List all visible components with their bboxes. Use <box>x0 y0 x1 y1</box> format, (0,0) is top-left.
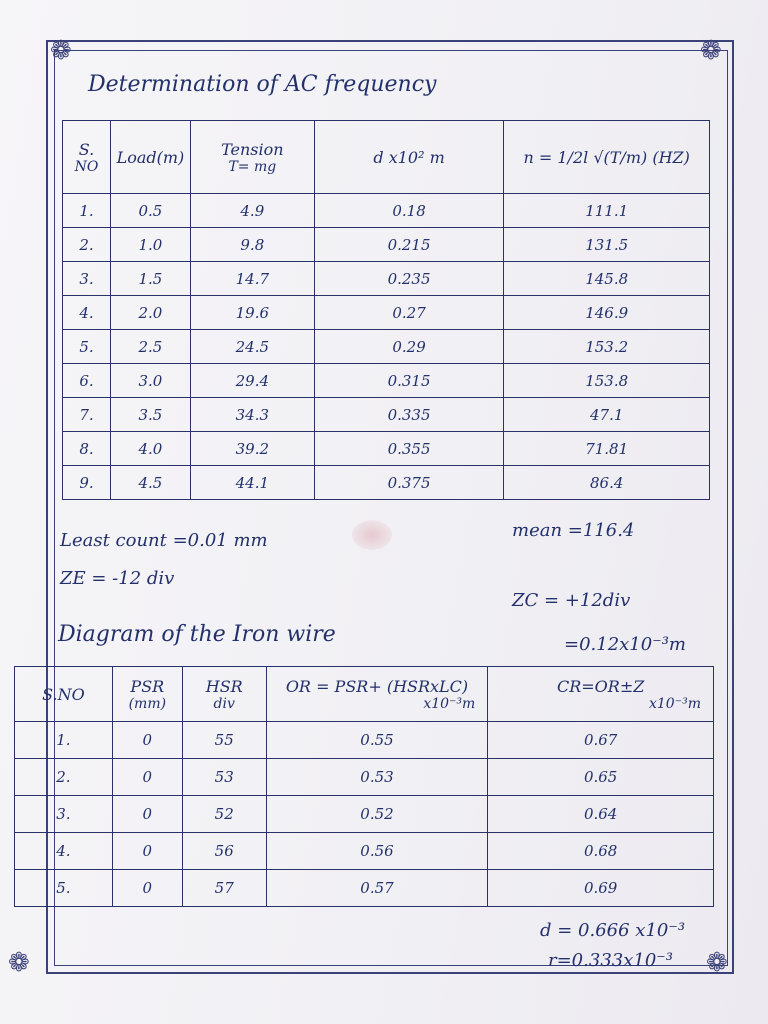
table-row: 9. 4.5 44.1 0.375 86.4 <box>63 466 710 500</box>
least-count-note: Least count =0.01 mm <box>60 530 268 551</box>
header-sno: S. NO <box>63 121 111 194</box>
section-title: Diagram of the Iron wire <box>58 622 336 647</box>
table-row: 2. 1.0 9.8 0.215 131.5 <box>63 228 710 262</box>
header-frequency: n = 1/2l √(T/m) (HZ) <box>504 121 710 194</box>
header-psr: PSR (mm) <box>112 667 182 722</box>
corner-ornament-icon: ❁ <box>706 948 728 978</box>
table-row: 1. 0 55 0.55 0.67 <box>15 722 714 759</box>
zero-error-note: ZE = -12 div <box>60 568 175 589</box>
frequency-table <box>62 120 710 500</box>
table-row: 4. 2.0 19.6 0.27 146.9 <box>63 296 710 330</box>
corner-ornament-icon: ❁ <box>8 948 30 978</box>
table-row: 3. 0 52 0.52 0.64 <box>15 796 714 833</box>
header-or: OR = PSR+ (HSRxLC) x10⁻³m <box>266 667 488 722</box>
zero-correction-value: =0.12x10⁻³m <box>564 634 687 655</box>
header-diameter: d x10² m <box>314 121 504 194</box>
table-row: 8. 4.0 39.2 0.355 71.81 <box>63 432 710 466</box>
table-header-row <box>63 121 710 194</box>
corner-ornament-icon: ❁ <box>700 36 722 66</box>
table-row: 4. 0 56 0.56 0.68 <box>15 833 714 870</box>
page-title: Determination of AC frequency <box>88 72 437 97</box>
header-sno: S.NO <box>15 667 113 722</box>
radius-result: r=0.333x10⁻³ <box>548 950 673 971</box>
table-row: 5. 0 57 0.57 0.69 <box>15 870 714 907</box>
table-row: 1. 0.5 4.9 0.18 111.1 <box>63 194 710 228</box>
zero-correction-note: ZC = +12div <box>512 590 631 611</box>
mean-note: mean =116.4 <box>512 520 635 541</box>
header-tension: Tension T= mg <box>190 121 314 194</box>
ink-smudge <box>352 520 392 550</box>
table-row: 5. 2.5 24.5 0.29 153.2 <box>63 330 710 364</box>
header-hsr: HSR div <box>182 667 266 722</box>
table-header-row <box>15 667 714 722</box>
header-load: Load(m) <box>110 121 190 194</box>
header-cr: CR=OR±Z x10⁻³m <box>488 667 714 722</box>
table-row: 2. 0 53 0.53 0.65 <box>15 759 714 796</box>
iron-wire-table <box>14 666 714 907</box>
table-row: 6. 3.0 29.4 0.315 153.8 <box>63 364 710 398</box>
table-row: 3. 1.5 14.7 0.235 145.8 <box>63 262 710 296</box>
table-row: 7. 3.5 34.3 0.335 47.1 <box>63 398 710 432</box>
corner-ornament-icon: ❁ <box>50 36 72 66</box>
diameter-result: d = 0.666 x10⁻³ <box>540 920 686 941</box>
